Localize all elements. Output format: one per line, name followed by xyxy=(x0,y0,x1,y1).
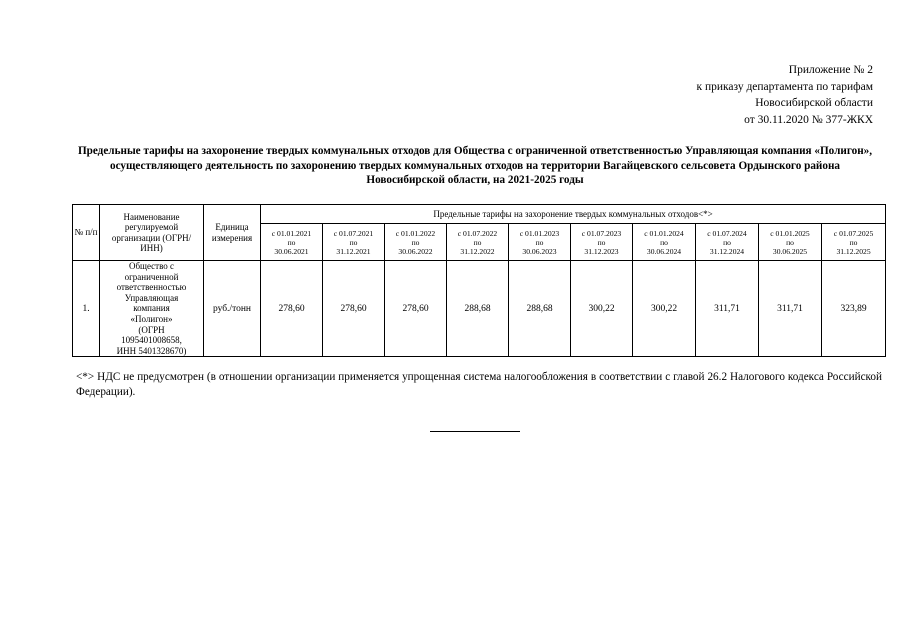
header-period-to-word: по xyxy=(849,237,858,247)
header-period-from: с 01.01.2023 xyxy=(519,228,560,238)
tariff-value: 278,60 xyxy=(385,261,447,357)
header-period xyxy=(385,224,447,261)
header-period-from: с 01.01.2025 xyxy=(770,228,810,238)
header-period xyxy=(822,224,886,261)
header-period-from: с 01.07.2024 xyxy=(707,228,747,238)
table-header-row xyxy=(73,205,886,224)
appendix-header xyxy=(553,62,873,128)
header-period-to-word: по xyxy=(411,237,420,247)
tariffs-table xyxy=(72,204,886,357)
header-tariffs-group: Предельные тарифы на захоронение твердых коммунальных отходов<*> xyxy=(261,205,886,224)
org-line: 1095401008658, xyxy=(121,335,182,346)
header-period-from: с 01.01.2021 xyxy=(271,228,312,238)
org-line: компания xyxy=(133,303,170,314)
header-period-from: с 01.01.2022 xyxy=(395,228,436,238)
header-period-to: 30.06.2023 xyxy=(522,246,557,256)
header-period-to-word: по xyxy=(723,237,731,247)
tariff-value: 311,71 xyxy=(759,261,822,357)
row-num: 1. xyxy=(73,261,100,357)
header-period-to: 30.06.2022 xyxy=(398,246,433,256)
appendix-line-1: Приложение № 2 xyxy=(788,64,873,76)
tariff-value: 288,68 xyxy=(509,261,571,357)
tariff-value: 278,60 xyxy=(261,261,323,357)
org-line: ограниченной xyxy=(124,271,179,282)
header-period xyxy=(447,224,509,261)
table-row xyxy=(73,261,886,357)
header-period xyxy=(509,224,571,261)
header-period-to: 31.12.2022 xyxy=(460,246,495,256)
header-period-to: 31.12.2021 xyxy=(336,246,371,256)
header-num: № п/п xyxy=(73,205,100,261)
appendix-line-4: от 30.11.2020 № 377-ЖКХ xyxy=(744,113,873,126)
header-period-from: с 01.07.2022 xyxy=(457,228,498,238)
row-org xyxy=(100,261,204,357)
org-line: (ОГРН xyxy=(138,324,165,335)
org-line: ответственностью xyxy=(116,282,187,293)
header-period-to: 30.06.2025 xyxy=(772,246,808,256)
header-period-from: с 01.07.2025 xyxy=(833,228,874,238)
header-period xyxy=(696,224,759,261)
header-period xyxy=(759,224,822,261)
header-period-to: 30.06.2024 xyxy=(646,246,682,256)
org-line: «Полигон» xyxy=(130,313,173,324)
tariff-value: 311,71 xyxy=(696,261,759,357)
header-period-to-word: по xyxy=(473,237,482,247)
header-period xyxy=(633,224,696,261)
header-period-to: 30.06.2021 xyxy=(274,246,309,256)
tariff-value: 288,68 xyxy=(447,261,509,357)
header-period-to-word: по xyxy=(287,237,296,247)
header-period-to-word: по xyxy=(786,237,794,247)
header-period-to-word: по xyxy=(349,237,358,247)
tariff-value: 300,22 xyxy=(571,261,633,357)
header-period-to: 31.12.2025 xyxy=(836,246,871,256)
header-period-to: 31.12.2024 xyxy=(709,246,745,256)
header-period-from: с 01.01.2024 xyxy=(644,228,684,238)
tariff-value: 278,60 xyxy=(323,261,385,357)
header-period-to-word: по xyxy=(660,237,668,247)
document-title: Предельные тарифы на захоронение твердых коммунальных отходов для Общества с ограниченной ответственностью Управляющая компания «Полигон», осуществляющего деятельность по захоронению твердых коммунальных отходов на территории Вагайцевского сельсовета Ордынского района Новосибирской области, на 2021-2025 годы xyxy=(77,145,873,186)
header-period-to: 31.12.2023 xyxy=(584,246,619,256)
org-line: Управляющая xyxy=(124,292,179,303)
appendix-line-2: к приказу департамента по тарифам xyxy=(696,80,873,93)
header-period-to-word: по xyxy=(535,237,544,247)
org-line: Общество с xyxy=(128,261,175,271)
closing-rule xyxy=(430,431,520,432)
org-line: ИНН 5401328670) xyxy=(116,345,187,356)
header-period xyxy=(571,224,633,261)
tariff-value: 300,22 xyxy=(633,261,696,357)
header-period-to-word: по xyxy=(597,237,606,247)
footnote: <*> НДС не предусмотрен (в отношении организации применяется упрощенная система налогообложения в соответствии с главой 26.2 Налогового кодекса Российской Федерации). xyxy=(76,371,882,398)
header-period-from: с 01.07.2021 xyxy=(333,228,374,238)
tariff-value: 323,89 xyxy=(822,261,886,357)
appendix-line-3: Новосибирской области xyxy=(755,97,873,109)
header-org: Наименование регулируемой организации (ОГРН/ИНН) xyxy=(100,205,204,261)
header-period xyxy=(323,224,385,261)
header-period xyxy=(261,224,323,261)
header-unit: Единица измерения xyxy=(204,205,261,261)
header-period-from: с 01.07.2023 xyxy=(581,228,622,238)
row-unit: руб./тонн xyxy=(204,261,261,357)
